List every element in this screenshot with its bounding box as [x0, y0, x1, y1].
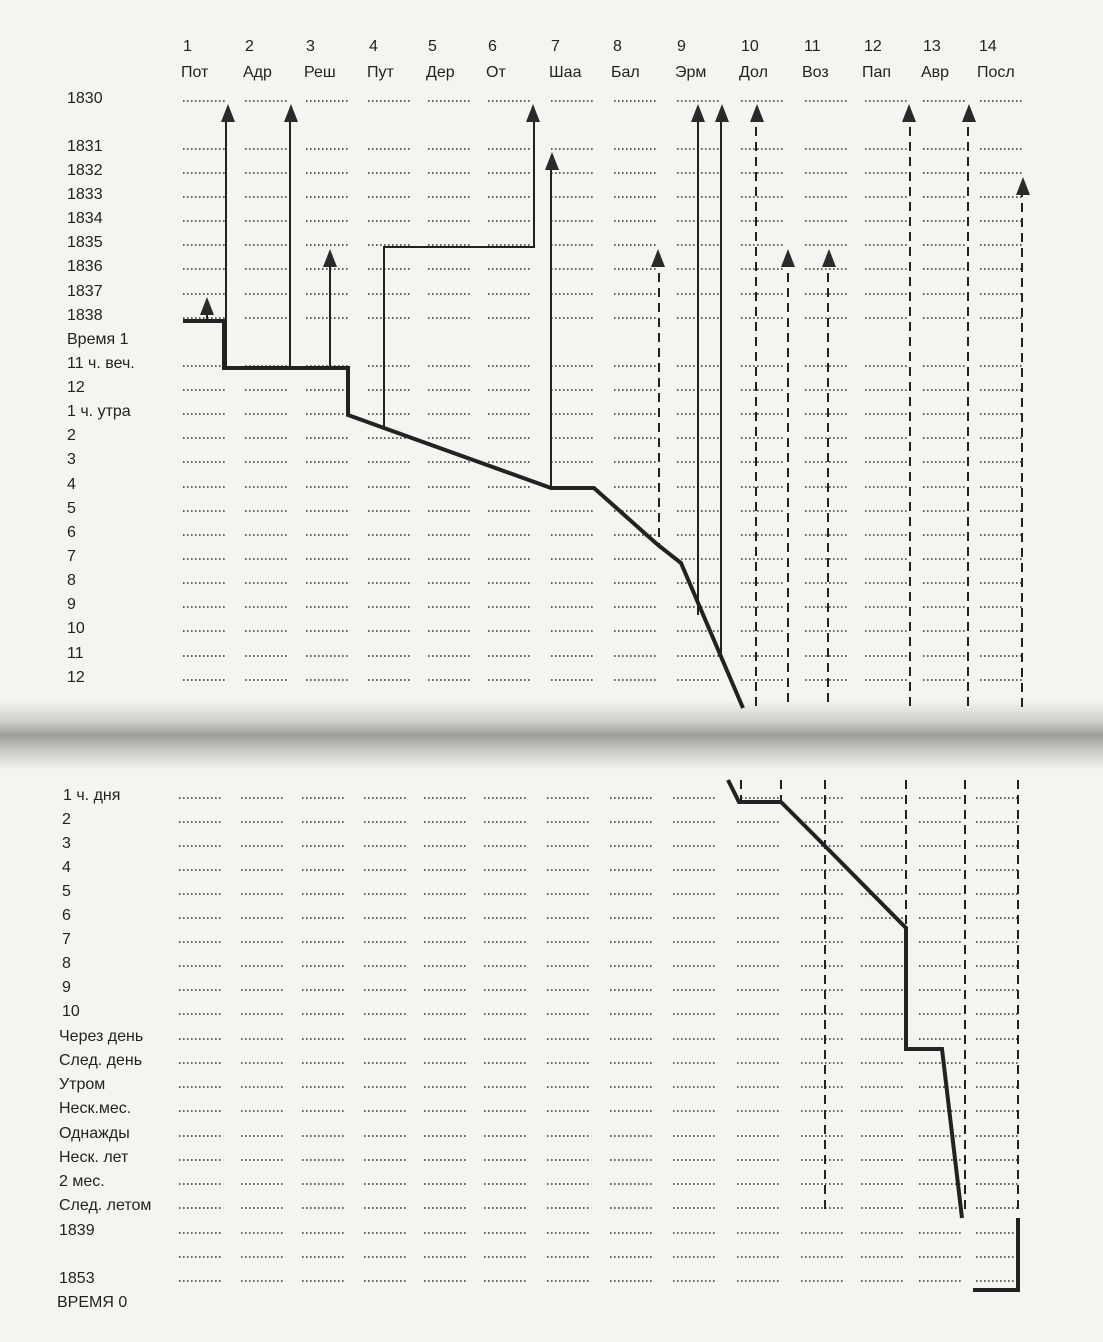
row-label-bottom: 1839: [59, 1222, 95, 1239]
arrowhead: [323, 249, 337, 267]
row-label-bottom: Через день: [59, 1028, 144, 1045]
arrowhead: [221, 104, 235, 122]
arrowhead: [545, 152, 559, 170]
row-label-bottom: 1853: [59, 1270, 95, 1287]
row-label-bottom: 3: [62, 835, 71, 852]
column-abbreviation: Авр: [921, 64, 950, 81]
row-label-bottom: 9: [62, 979, 71, 996]
column-number: 5: [428, 38, 437, 55]
row-label-bottom: След. день: [59, 1052, 143, 1069]
row-label-bottom: 1 ч. дня: [63, 787, 121, 804]
column-number: 3: [306, 38, 315, 55]
row-label-bottom: 7: [62, 931, 71, 948]
row-label-top: 6: [67, 524, 76, 541]
column-abbreviation: От: [486, 64, 506, 81]
row-label-top: 12: [67, 669, 85, 686]
row-label-bottom: Неск.мес.: [59, 1100, 132, 1117]
arrowhead: [1016, 177, 1030, 195]
column-number: 6: [488, 38, 497, 55]
row-label-top: 1836: [67, 258, 103, 275]
row-label-top: 1 ч. утра: [67, 403, 131, 420]
dashed-future-lines: [659, 112, 1022, 1215]
row-label-top: 12: [67, 379, 85, 396]
row-label-top: 1831: [67, 138, 103, 155]
row-label-top: 1832: [67, 162, 103, 179]
row-label-top: 5: [67, 500, 76, 517]
row-label-top: 11 ч. веч.: [67, 355, 135, 372]
main-narrative-line: [728, 780, 962, 1218]
arrowhead: [284, 104, 298, 122]
main-narrative-line: [973, 1218, 1018, 1290]
column-abbreviation: Бал: [611, 64, 640, 81]
row-label-bottom: 6: [62, 907, 71, 924]
column-abbreviation: Воз: [802, 64, 829, 81]
row-label-top: 11: [67, 645, 84, 662]
row-label-bottom: 8: [62, 955, 71, 972]
arrowhead: [822, 249, 836, 267]
row-label-top: 1834: [67, 210, 103, 227]
row-label-top: 1835: [67, 234, 103, 251]
column-abbreviation: Дол: [739, 64, 768, 81]
column-abbreviation: Посл: [977, 64, 1015, 81]
arrowhead: [691, 104, 705, 122]
row-label-top: 1838: [67, 307, 103, 324]
column-number: 9: [677, 38, 686, 55]
dotted-grid: [179, 101, 1022, 1281]
row-label-top: 3: [67, 451, 76, 468]
row-label-bottom: 10: [62, 1003, 80, 1020]
column-number: 2: [245, 38, 254, 55]
arrowhead: [526, 104, 540, 122]
column-number: 12: [864, 38, 882, 55]
row-label-bottom: ВРЕМЯ 0: [57, 1294, 128, 1311]
row-label-top: 4: [67, 476, 76, 493]
column-number: 11: [804, 38, 821, 55]
arrowhead: [781, 249, 795, 267]
column-abbreviation: Пут: [367, 64, 394, 81]
retrospection-line: [384, 116, 534, 428]
arrowhead: [902, 104, 916, 122]
column-abbreviation: Эрм: [675, 64, 707, 81]
timeline-lines: [183, 116, 1018, 1290]
row-label-bottom: Однажды: [59, 1125, 130, 1142]
arrowheads: [200, 104, 1030, 315]
arrowhead: [200, 297, 214, 315]
column-abbreviation: Реш: [304, 64, 336, 81]
row-label-top: 10: [67, 620, 85, 637]
column-number: 8: [613, 38, 622, 55]
column-number: 14: [979, 38, 997, 55]
row-label-bottom: След. летом: [59, 1197, 152, 1214]
row-label-bottom: 2: [62, 811, 71, 828]
row-label-top: 8: [67, 572, 76, 589]
row-label-top: 9: [67, 596, 76, 613]
column-number: 13: [923, 38, 941, 55]
row-label-top: 1833: [67, 186, 103, 203]
column-abbreviation: Пап: [862, 64, 892, 81]
row-label-bottom: 2 мес.: [59, 1173, 105, 1190]
column-number: 10: [741, 38, 759, 55]
row-label-top: 7: [67, 548, 76, 565]
arrowhead: [750, 104, 764, 122]
column-number: 4: [369, 38, 378, 55]
row-label-bottom: Неск. лет: [59, 1149, 129, 1166]
column-abbreviation: Дер: [426, 64, 455, 81]
arrowhead: [962, 104, 976, 122]
arrowhead: [715, 104, 729, 122]
row-label-bottom: 5: [62, 883, 71, 900]
row-label-bottom: Утром: [59, 1076, 106, 1093]
row-label-top: 1830: [67, 90, 103, 107]
row-label-bottom: 4: [62, 859, 71, 876]
row-label-top: Время 1: [67, 331, 129, 348]
row-label-top: 2: [67, 427, 76, 444]
column-abbreviation: Адр: [243, 64, 272, 81]
arrowhead: [651, 249, 665, 267]
column-number: 7: [551, 38, 560, 55]
column-abbreviation: Пот: [181, 64, 209, 81]
row-label-top: 1837: [67, 283, 103, 300]
column-number: 1: [183, 38, 192, 55]
column-abbreviation: Шаа: [549, 64, 582, 81]
